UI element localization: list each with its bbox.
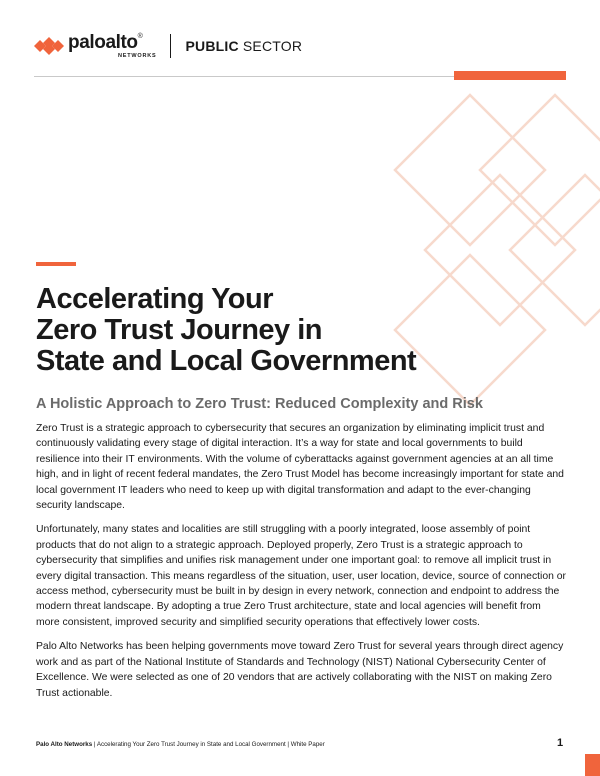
paloalto-logo-icon: [34, 35, 64, 57]
sector-rest: SECTOR: [238, 38, 303, 54]
logo-wordmark: [68, 33, 156, 60]
page-number: 1: [557, 737, 564, 749]
footer-doc-info: | Accelerating Your Zero Trust Journey in State and Local Government | White Paper: [92, 741, 325, 748]
paragraph: Palo Alto Networks has been helping governments move toward Zero Trust for several years through direct agency work and as part of the National Institute of Standards and Technology (NIST) National Cybersecurity Center of Excellence. We were selected as one of 20 vendors that are actively collaborating with the NIST on making Zero Trust actionable.: [36, 641, 564, 699]
paragraph: Zero Trust is a strategic approach to cybersecurity that secures an organization by eliminating implicit trust and continuously validating every stage of digital interaction. It’s a way for state and local governments to build resilience into their IT environments. With the volume of cyberattacks against government agencies at an all time high, and in light of recent federal mandates, the Zero Trust Model has become increasingly important for state and local government IT leaders who need to keep up with digital transformation and adapt to the ever-changing security landscape.: [36, 423, 564, 512]
header-divider: [170, 34, 171, 58]
header: [34, 30, 302, 62]
sector-bold: PUBLIC: [185, 38, 239, 54]
title-line: Zero Trust Journey in: [36, 314, 322, 346]
top-accent-bar: [454, 71, 566, 80]
corner-accent: [585, 754, 600, 776]
footer: [36, 741, 325, 748]
page-title: [36, 284, 416, 377]
footer-company: Palo Alto Networks: [36, 741, 93, 748]
title-line: Accelerating Your: [36, 283, 274, 315]
subtitle: A Holistic Approach to Zero Trust: Reduced Complexity and Risk: [36, 396, 483, 412]
title-accent-dash: [36, 262, 76, 266]
logo-registered: ®: [137, 32, 143, 40]
sector-label: [185, 38, 302, 54]
paragraph: Unfortunately, many states and localities are still struggling with a poorly integrated, loose assembly of point products that do not align to a strategic approach. Deployed properly, Zero Trust is a strategic approach to cybersecurity that simplifies and unifies risk management under one important goal: to remove all implicit trust in every digital transaction. This means regardless of the situation, user, user location, device, source of connection or access method, cybersecurity must be built in by design in every network, connection and endpoint to address the modern threat landscape. By adopting a true Zero Trust architecture, state and local agencies will benefit from more consistent, improved security and simplified security operations that effectively lower costs.: [36, 524, 567, 628]
title-line: State and Local Government: [36, 345, 417, 377]
logo-subtext: NETWORKS: [118, 52, 157, 59]
logo-word: paloalto: [68, 31, 138, 53]
top-rule: [34, 76, 454, 77]
body-text: [36, 421, 566, 710]
